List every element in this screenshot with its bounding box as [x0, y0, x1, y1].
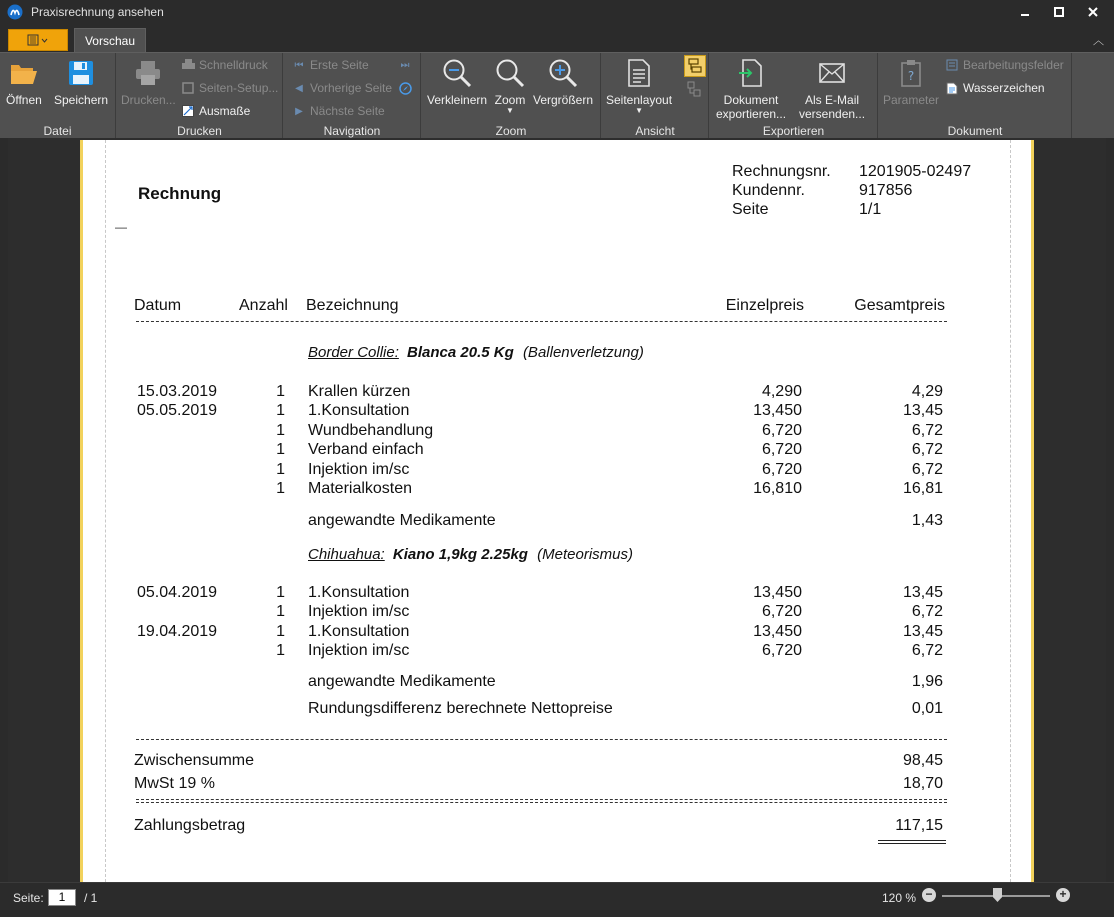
subtotal-label: Zwischensumme [134, 752, 255, 769]
minimize-icon [1020, 7, 1030, 17]
column-header-unit-price: Einzelpreis [725, 297, 804, 314]
payment-underline-2 [878, 843, 946, 844]
group-label-datei: Datei [43, 124, 72, 138]
next-page-icon: ▶ [295, 105, 303, 117]
medication-2-total: 1,96 [911, 673, 943, 690]
line-description: Injektion im/sc [308, 603, 410, 621]
total-divider-2 [136, 802, 947, 803]
line-date: 15.03.2019 [137, 383, 218, 400]
line-qty: 1 [276, 383, 285, 400]
window-title: Praxisrechnung ansehen [31, 5, 164, 19]
group-ansicht [602, 53, 709, 139]
folder-open-icon [9, 60, 39, 86]
zoom-slider-thumb[interactable] [993, 888, 1002, 902]
animal-1-reason: (Ballenverletzung) [522, 344, 644, 361]
line-description: 1.Konsultation [308, 622, 410, 640]
ribbon [0, 52, 1114, 138]
group-label-navigation: Navigation [323, 124, 381, 138]
payment-underline-1 [878, 840, 946, 841]
file-menu-icon [27, 34, 49, 46]
line-description: Materialkosten [308, 480, 413, 497]
line-description: Injektion im/sc [308, 642, 410, 660]
animal-2-breed: Chihuahua: [308, 546, 385, 563]
group-navigation [284, 53, 421, 139]
save-button[interactable] [54, 57, 108, 107]
ribbon-tab-row [0, 24, 1114, 52]
watermark-icon [946, 82, 958, 95]
total-divider-1 [136, 799, 947, 800]
line-unit-price: 6,720 [761, 460, 802, 478]
subtotal-value: 98,45 [902, 752, 943, 769]
open-button[interactable] [6, 57, 42, 107]
payment-value: 117,15 [895, 817, 943, 834]
page-value: 1/1 [859, 201, 882, 218]
save-floppy-icon [68, 60, 94, 86]
page-layout-button[interactable] [606, 57, 672, 115]
right-margin-guide [1010, 140, 1011, 882]
previous-page-label: Vorherige Seite [310, 81, 393, 95]
page-layout-icon [627, 59, 651, 87]
quick-print-button[interactable] [181, 58, 268, 72]
maximize-icon [1054, 7, 1064, 17]
line-total: 4,29 [911, 383, 943, 400]
document-outline-icon [688, 58, 702, 74]
email-label-2: versenden... [799, 107, 866, 121]
animal-1-name: Blanca 20.5 Kg [407, 344, 514, 361]
line-unit-price: 6,720 [761, 642, 802, 660]
file-menu-button[interactable] [8, 29, 68, 51]
line-description: Krallen kürzen [308, 383, 411, 400]
export-label-1: Dokument [723, 93, 779, 107]
line-description: Wundbehandlung [308, 421, 434, 439]
previous-page-button[interactable] [292, 81, 392, 95]
preview-workspace[interactable] [8, 138, 1106, 882]
last-page-icon: ⏭ [400, 59, 410, 71]
open-label: Öffnen [6, 93, 42, 107]
animal-1-line [308, 343, 644, 362]
customer-number-label: Kundennr. [732, 182, 805, 199]
group-datei [0, 53, 116, 139]
group-label-exportieren: Exportieren [762, 124, 825, 138]
line-unit-price: 6,720 [761, 603, 802, 621]
page-setup-button[interactable] [181, 81, 278, 95]
collapse-ribbon-icon[interactable]: ︿ [1093, 35, 1104, 47]
email-label-1: Als E-Mail [805, 93, 860, 107]
dimensions-label: Ausmaße [199, 104, 251, 118]
page-number-input[interactable]: 1 [48, 889, 76, 906]
previous-page-icon: ◀ [295, 82, 303, 94]
line-total: 6,72 [911, 460, 943, 478]
zoom-out-icon [442, 58, 472, 88]
send-email-button[interactable] [799, 57, 865, 121]
next-page-button[interactable] [292, 104, 385, 118]
group-zoom [422, 53, 601, 139]
line-unit-price: 13,450 [753, 584, 802, 601]
export-document-icon [738, 59, 764, 87]
line-date: 05.05.2019 [137, 402, 218, 420]
print-label: Drucken... [121, 93, 176, 107]
go-to-page-button[interactable] [398, 81, 416, 95]
toggle-outline-button[interactable] [684, 55, 706, 77]
line-description: 1.Konsultation [308, 584, 410, 601]
line-total: 6,72 [911, 603, 943, 621]
first-page-label: Erste Seite [310, 58, 369, 72]
line-qty: 1 [276, 642, 285, 660]
animal-2-name: Kiano 1,9kg 2.25kg [392, 546, 528, 563]
page-layout-label: Seitenlayout [606, 93, 673, 107]
page-setup-icon [182, 82, 194, 94]
line-total: 16,81 [902, 480, 943, 497]
invoice-number-label: Rechnungsnr. [732, 163, 831, 180]
parameters-button[interactable] [883, 57, 939, 107]
line-qty: 1 [276, 421, 285, 439]
line-qty: 1 [276, 584, 285, 601]
tab-vorschau[interactable]: Vorschau [74, 28, 146, 52]
watermark-label: Wasserzeichen [963, 81, 1045, 95]
print-button[interactable] [121, 57, 176, 107]
parameters-label: Parameter [883, 93, 940, 107]
envelope-icon [819, 63, 845, 83]
last-page-button[interactable] [398, 58, 416, 72]
zoom-out-button[interactable] [427, 57, 487, 107]
compass-icon [399, 82, 412, 95]
group-dokument [879, 53, 1072, 139]
group-label-zoom: Zoom [495, 124, 527, 138]
zoom-in-label: Vergrößern [533, 93, 594, 107]
export-label-2: exportieren... [716, 107, 787, 121]
line-total: 13,45 [902, 402, 943, 420]
line-qty: 1 [276, 622, 285, 640]
line-description: Injektion im/sc [308, 460, 410, 478]
medication-1-total: 1,43 [911, 512, 943, 529]
edit-fields-icon [946, 59, 958, 71]
next-page-label: Nächste Seite [310, 104, 385, 118]
column-header-total: Gesamtpreis [854, 297, 945, 314]
animal-2-reason: (Meteorismus) [537, 546, 633, 563]
line-qty: 1 [276, 441, 285, 459]
zoom-minus-icon[interactable]: − [922, 888, 936, 902]
margin-marker: — [115, 220, 127, 234]
line-qty: 1 [276, 402, 285, 420]
animal-1-breed: Border Collie: [308, 344, 399, 361]
rounding-total: 0,01 [911, 700, 943, 717]
dimensions-button[interactable] [181, 104, 250, 118]
zoom-label: Zoom [494, 93, 526, 107]
parameters-icon [899, 59, 923, 87]
app-logo-icon [7, 4, 23, 20]
group-exportieren [710, 53, 878, 139]
header-divider [136, 321, 947, 322]
invoice-number-value: 1201905-02497 [859, 163, 972, 180]
quick-print-label: Schnelldruck [199, 58, 268, 72]
thumbnails-button[interactable] [686, 81, 704, 99]
edit-fields-label: Bearbeitungsfelder [963, 58, 1064, 72]
line-total: 13,45 [902, 622, 943, 640]
animal-2-line [308, 545, 633, 564]
export-document-button[interactable] [716, 57, 786, 121]
column-header-description: Bezeichnung [306, 297, 399, 314]
medication-1-label: angewandte Medikamente [308, 512, 496, 529]
zoom-plus-icon[interactable]: + [1056, 888, 1070, 902]
group-label-ansicht: Ansicht [635, 124, 675, 138]
group-drucken [117, 53, 283, 139]
line-unit-price: 4,290 [761, 383, 802, 400]
line-description: Verband einfach [308, 441, 424, 459]
left-margin-guide [105, 140, 106, 882]
line-total: 6,72 [911, 421, 943, 439]
first-page-button[interactable] [292, 58, 369, 72]
thumbnails-icon [686, 81, 702, 97]
document-page [80, 140, 1034, 882]
close-button[interactable] [1076, 0, 1110, 24]
line-qty: 1 [276, 460, 285, 478]
edit-fields-button[interactable] [945, 58, 1064, 72]
maximize-button[interactable] [1042, 0, 1076, 24]
save-label: Speichern [54, 93, 109, 107]
line-unit-price: 13,450 [753, 622, 802, 640]
dimensions-icon [182, 105, 194, 117]
line-unit-price: 13,450 [753, 402, 802, 420]
page-setup-label: Seiten-Setup... [199, 81, 279, 95]
line-total: 6,72 [911, 642, 943, 660]
line-date: 19.04.2019 [137, 622, 218, 640]
vat-label: MwSt 19 % [134, 775, 215, 792]
medication-2-label: angewandte Medikamente [308, 673, 496, 690]
group-label-dokument: Dokument [947, 124, 1003, 138]
title-bar [0, 0, 1114, 24]
magnifier-icon [495, 58, 525, 88]
zoom-button[interactable] [494, 57, 526, 115]
line-total: 6,72 [911, 441, 943, 459]
zoom-in-icon [548, 58, 578, 88]
line-unit-price: 6,720 [761, 421, 802, 439]
column-header-qty: Anzahl [239, 297, 288, 314]
svg-text:?: ? [907, 69, 915, 83]
quick-print-icon [182, 59, 195, 71]
page-label: Seite [732, 201, 769, 218]
line-qty: 1 [276, 603, 285, 621]
printer-icon [134, 60, 162, 86]
page-number-label: Seite: [13, 891, 44, 905]
customer-number-value: 917856 [859, 182, 913, 199]
page-count: / 1 [84, 891, 98, 905]
line-description: 1.Konsultation [308, 402, 410, 420]
invoice-title: Rechnung [138, 184, 222, 203]
line-total: 13,45 [902, 584, 943, 601]
line-qty: 1 [276, 480, 285, 497]
line-date: 05.04.2019 [137, 584, 218, 601]
line-unit-price: 6,720 [761, 441, 802, 459]
vat-value: 18,70 [902, 775, 943, 792]
watermark-button[interactable] [945, 81, 1045, 95]
line-unit-price: 16,810 [753, 480, 802, 497]
payment-label: Zahlungsbetrag [134, 817, 246, 834]
page-layout-dropdown-icon: ▼ [635, 106, 643, 115]
zoom-percentage: 120 % [882, 891, 917, 905]
subtotal-divider [136, 739, 947, 740]
zoom-dropdown-icon: ▼ [506, 106, 514, 115]
close-icon [1088, 7, 1098, 17]
group-label-drucken: Drucken [177, 124, 222, 138]
first-page-icon: ⏮ [294, 59, 304, 71]
zoom-in-button[interactable] [533, 57, 593, 107]
zoom-out-label: Verkleinern [427, 93, 488, 107]
minimize-button[interactable] [1008, 0, 1042, 24]
column-header-date: Datum [134, 297, 182, 314]
rounding-label: Rundungsdifferenz berechnete Nettopreise [308, 700, 613, 717]
status-bar [0, 882, 1114, 917]
